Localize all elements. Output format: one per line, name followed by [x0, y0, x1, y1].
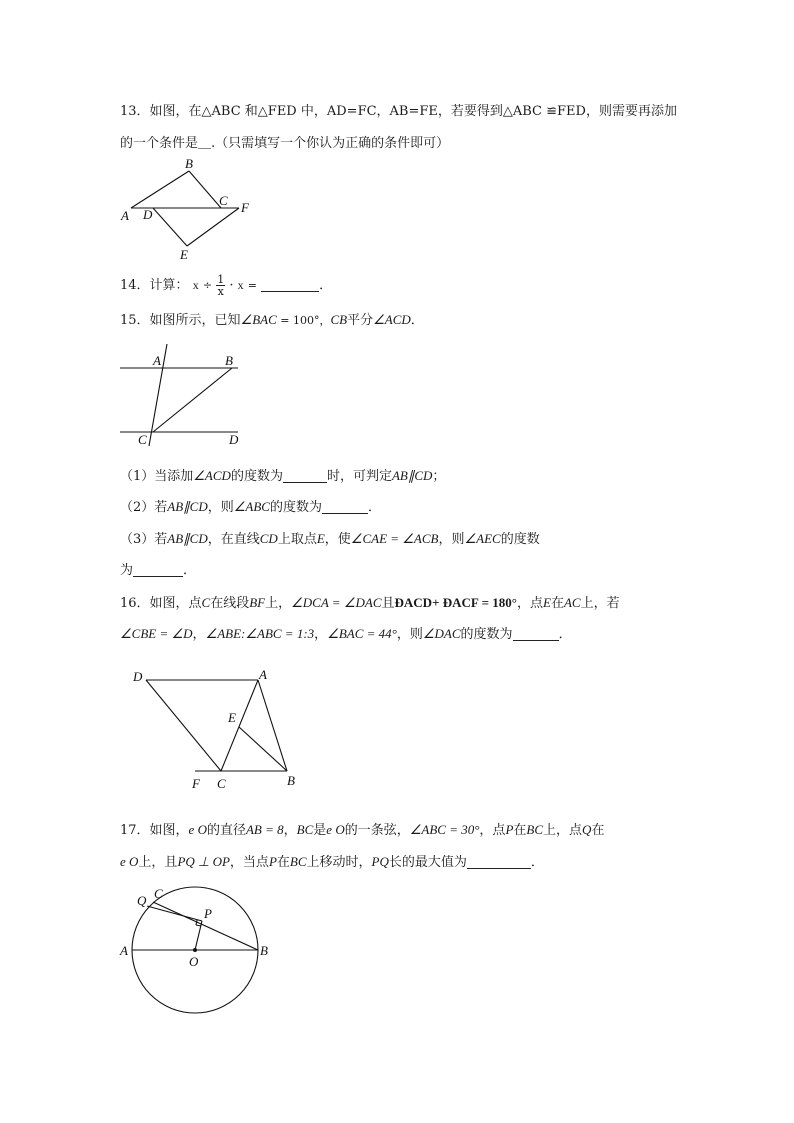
- q16-label-c: C: [217, 776, 226, 791]
- q17-text-h: 上，点: [543, 823, 583, 838]
- q13-label-e: E: [180, 247, 188, 262]
- q15-cb: CB: [330, 312, 348, 327]
- q16-text-b2: 的度数为: [460, 627, 513, 642]
- q14-prefix: 14．计算：: [120, 278, 189, 293]
- q15-p3-text-f: ，则: [438, 532, 465, 547]
- q15-p3-text-g: 的度数: [500, 532, 540, 547]
- q16-text-b: 在线段: [210, 596, 250, 611]
- q15-label-b: B: [225, 353, 233, 368]
- q17-point-p2: P: [268, 854, 277, 869]
- q17-label-q: Q: [137, 893, 147, 908]
- q15-p2-angle: ∠ABC: [233, 499, 270, 514]
- q15-p3-end: ．: [183, 563, 197, 578]
- q15-label-a: A: [153, 353, 161, 368]
- q17-label-o: O: [189, 954, 199, 969]
- q15-label-c: C: [138, 432, 147, 447]
- q15-p3-cd: CD: [259, 531, 278, 546]
- q15-p3-text-d: ，使: [324, 532, 351, 547]
- q15-p1-text: （1）当添加: [120, 469, 194, 484]
- q14-div: ÷: [202, 279, 213, 292]
- q15-p1-text-b: 的度数为: [230, 469, 283, 484]
- q16-text-g: 在: [550, 596, 564, 611]
- q14-x2: x: [237, 278, 244, 292]
- q17-text-b: 的直径: [206, 823, 246, 838]
- q17-point-q: Q: [582, 822, 592, 837]
- q17-abc: ∠ABC = 30°: [409, 822, 480, 837]
- q17-label-a: A: [120, 943, 128, 958]
- q15-p2-text-b: ，则: [207, 500, 234, 515]
- q15-angle-bac: ∠BAC: [240, 312, 277, 327]
- q17-label-b: B: [260, 943, 268, 958]
- q15-p2-text-c: 的度数为: [269, 500, 322, 515]
- q15-stem-end: ．: [410, 313, 424, 328]
- figure-line: [196, 920, 197, 925]
- q15-p2-parallel: AB∥CD: [167, 499, 208, 514]
- q17-center-dot: [193, 948, 197, 952]
- figure-line: [147, 906, 202, 921]
- q13-label-f: F: [241, 200, 249, 215]
- q13-label-b: B: [185, 156, 193, 171]
- q16-label-f: F: [192, 776, 200, 791]
- q15-p2-end: ．: [367, 500, 381, 515]
- q14-dot: ·: [229, 278, 234, 293]
- q15-p1-text-c: 时，可判定: [326, 469, 392, 484]
- q15-p3-text: （3）若: [120, 532, 168, 547]
- q16-equation: ∠DCA = ∠DAC: [291, 595, 382, 610]
- q17-bc2: BC: [526, 822, 544, 837]
- q17-circle-o3: e O: [120, 854, 139, 869]
- q17-pq: PQ: [371, 854, 389, 869]
- q17-circle-o: e O: [188, 822, 207, 837]
- q14-numerator: 1: [217, 273, 225, 286]
- q15-label-d: D: [229, 432, 239, 447]
- q15-angle-acd: ∠ACD: [373, 312, 411, 327]
- q17-circle-o2: e O: [326, 822, 345, 837]
- q15-value: = 100°，: [276, 314, 331, 327]
- q16-text-e: 且: [381, 596, 395, 611]
- q17-text-b2: ，当点: [229, 855, 269, 870]
- q15-p1-angle: ∠ACD: [193, 468, 231, 483]
- q16-label-d: D: [133, 669, 143, 684]
- q16-text-h: 上，若: [580, 596, 620, 611]
- q17-text-e: 的一条弦，: [344, 823, 410, 838]
- q16-bac: ∠BAC = 44°: [327, 626, 397, 641]
- q17-text-e2: 长的最大值为: [388, 855, 467, 870]
- q15-p1-parallel: AB∥CD: [391, 468, 433, 483]
- q13-label-d: D: [143, 207, 153, 222]
- q14-eq: =: [247, 279, 257, 292]
- q15-p3-text-h: 为: [120, 563, 134, 578]
- q17-label-p: P: [204, 906, 212, 921]
- q14-x1: x: [192, 278, 199, 292]
- q17-ab: AB = 8: [245, 822, 284, 837]
- q17-point-p: P: [505, 822, 514, 837]
- q16-sep2: ，: [314, 627, 328, 642]
- q15-p3-point-e: E: [316, 531, 325, 546]
- figure-line: [196, 925, 201, 926]
- q15-p3-text-b: ，在直线: [207, 532, 260, 547]
- q17-text-i: 在: [591, 823, 605, 838]
- q13-line1: 13．如图，在△ABC 和△FED 中，AD=FC，AB=FE，若要得到△ABC ≌FED，则需要再添加: [120, 104, 677, 119]
- q16-point-e: E: [542, 595, 551, 610]
- q17-text-d: 是: [313, 823, 327, 838]
- q13-label-c: C: [219, 193, 228, 208]
- q17-text-d2: 上移动时，: [306, 855, 372, 870]
- q17-text-f: ，点: [479, 823, 506, 838]
- q17-text-a2: 上，且: [138, 855, 178, 870]
- q13-line2: 的一个条件是＿.（只需填写一个你认为正确的条件即可）: [120, 136, 450, 151]
- q14-denominator: x: [217, 285, 224, 298]
- q15-p3-equation: ∠CAE = ∠ACB: [350, 531, 439, 546]
- q16-dac: ∠DAC: [422, 626, 461, 641]
- q15-p3-angle: ∠AEC: [464, 531, 501, 546]
- q16-ratio: ∠ABE:∠ABC = 1:3: [205, 626, 315, 641]
- q16-point-c: C: [201, 595, 211, 610]
- q15-stem-text: 15．如图所示，已知: [120, 313, 241, 328]
- q16-text: 16．如图，点: [120, 596, 202, 611]
- q17-text-c2: 在: [276, 855, 290, 870]
- q16-segment-ac: AC: [563, 595, 581, 610]
- q13-label-a: A: [121, 208, 129, 223]
- q16-label-b: B: [287, 773, 295, 788]
- q17-perp: PQ ⊥ OP: [177, 854, 230, 869]
- q16-text-f: ，点: [516, 596, 543, 611]
- q16-label-a: A: [259, 667, 267, 682]
- q16-text-d: 上，: [265, 596, 292, 611]
- q15-p3-text-c: 上取点: [277, 532, 317, 547]
- q15-p2-text: （2）若: [120, 500, 168, 515]
- q15-p3-parallel: AB∥CD: [167, 531, 208, 546]
- q16-label-e: E: [228, 710, 236, 725]
- q17-bc: BC: [296, 822, 314, 837]
- q16-sep: ，: [192, 627, 206, 642]
- q16-text-a2: ，则: [396, 627, 423, 642]
- q15-stem-text-b: 平分: [347, 313, 374, 328]
- q16-cbe: ∠CBE = ∠D: [120, 626, 193, 641]
- q14-end: ．: [319, 278, 333, 293]
- q16-condition: ÐACD+ ÐACF = 180°: [394, 595, 517, 610]
- q17-text-g: 在: [513, 823, 527, 838]
- q17-text: 17．如图，: [120, 823, 189, 838]
- q15-p1-end: ；: [432, 469, 446, 484]
- q17-label-c: C: [154, 886, 163, 901]
- q17-end: ．: [530, 855, 544, 870]
- q16-end: ．: [558, 627, 572, 642]
- q17-text-c: ，: [283, 823, 297, 838]
- q16-segment-bf: BF: [249, 595, 266, 610]
- q17-bc3: BC: [289, 854, 307, 869]
